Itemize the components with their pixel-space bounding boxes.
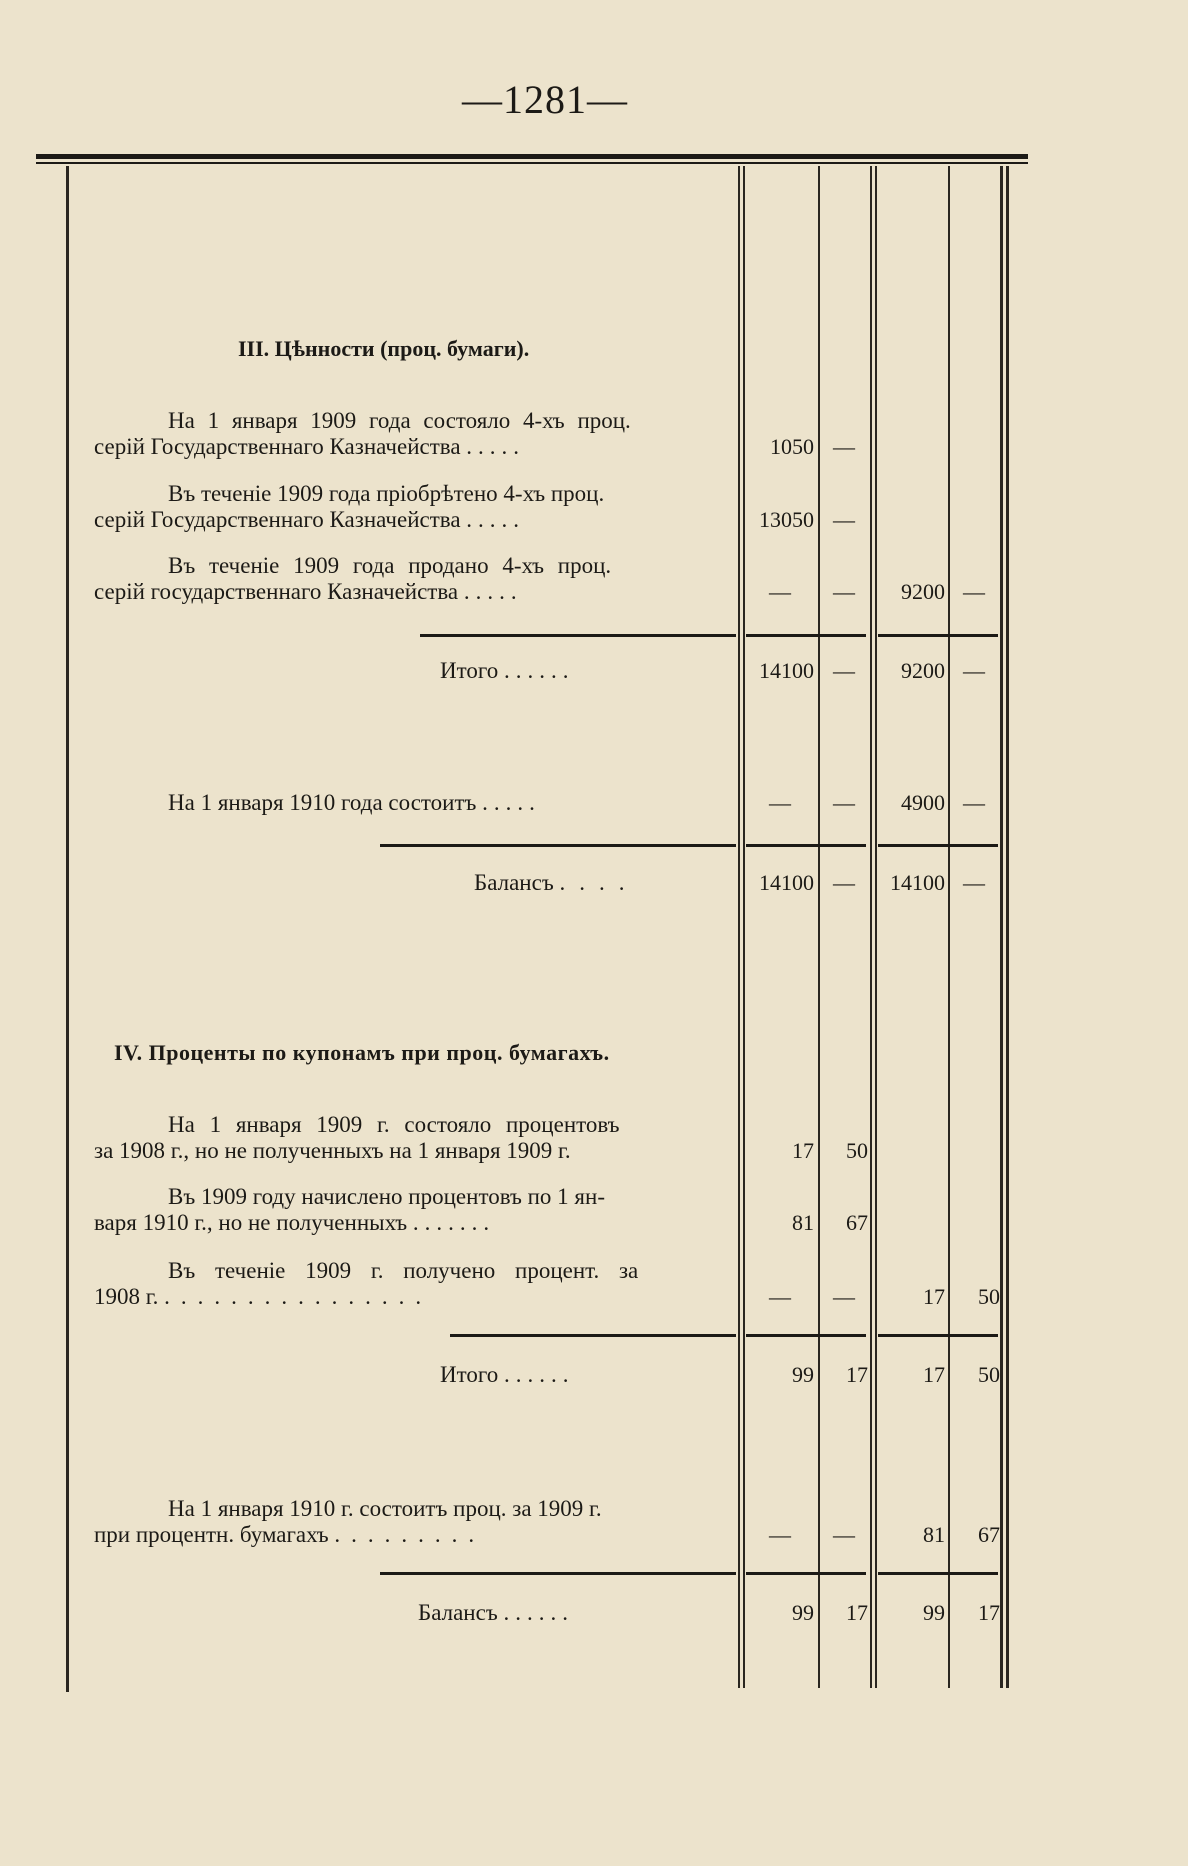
column-rule-a-mid: [818, 166, 820, 1688]
right-border-rule: [1000, 166, 1003, 1688]
s3-row3-line2: серій государственнаго Казначейства .....: [94, 579, 523, 604]
s3-total-credit-rub: 9200: [901, 658, 945, 683]
s3-balance-amount-rub: 14100: [759, 870, 814, 895]
s3-balance-label: Балансъ ....: [474, 870, 639, 895]
s4-balance-amount-kop: 17: [846, 1600, 868, 1625]
s3-row3-line1: Въ теченіе 1909 года продано 4-хъ проц.: [168, 553, 612, 578]
s4-row2-amount-rub: 81: [792, 1210, 814, 1235]
section-3-title: III. Цѣнности (проц. бумаги).: [238, 336, 530, 361]
s4-balance-credit-rub: 99: [923, 1600, 945, 1625]
s3-balance-rule-text: [380, 844, 736, 847]
s3-balance-amount-kop: —: [833, 870, 855, 895]
s4-balance-amount-rub: 99: [792, 1600, 814, 1625]
s3-row2-line1: Въ теченіе 1909 года пріобрѣтено 4-хъ проц.: [168, 481, 605, 506]
s3-balance-row-amount-kop: —: [833, 790, 855, 815]
s4-balance-row-amount-rub: —: [769, 1522, 791, 1547]
s3-total-amount-kop: —: [833, 658, 855, 683]
s3-row1-amount-kop: —: [833, 434, 855, 459]
s3-balance-credit-rub: 14100: [890, 870, 945, 895]
s4-balance-rule-text: [380, 1572, 736, 1575]
s3-row1-line1: На 1 января 1909 года состояло 4-хъ проц.: [168, 408, 631, 433]
s3-total-rule-text: [420, 634, 736, 637]
s3-balance-row-amount-rub: —: [769, 790, 791, 815]
s3-row1-amount-rub: 1050: [770, 434, 814, 459]
s4-total-rule-text: [450, 1334, 736, 1337]
s3-balance-row-credit-rub: 4900: [901, 790, 945, 815]
column-rule-a-left-2: [743, 166, 745, 1688]
s4-total-rule-a: [746, 1334, 866, 1337]
top-rule-thin: [36, 162, 1028, 164]
s3-balance-rule-b: [878, 844, 998, 847]
s3-balance-credit-kop: —: [963, 870, 985, 895]
s3-balance-row-label: На 1 января 1910 года состоитъ .....: [168, 790, 541, 815]
s4-balance-rule-a: [746, 1572, 866, 1575]
s4-row3-credit-kop: 50: [978, 1284, 1000, 1309]
s4-total-amount-rub: 99: [792, 1362, 814, 1387]
s4-total-credit-kop: 50: [978, 1362, 1000, 1387]
left-border-rule: [66, 166, 69, 1692]
s3-row1-line2: серій Государственнаго Казначейства .....: [94, 434, 526, 459]
s4-row1-amount-rub: 17: [792, 1138, 814, 1163]
s4-row1-amount-kop: 50: [846, 1138, 868, 1163]
s4-row2-line2: варя 1910 г., но не полученныхъ .......: [94, 1210, 496, 1235]
section-4-title: IV. Проценты по купонамъ при проц. бумагахъ.: [114, 1040, 610, 1065]
s4-balance-row-amount-kop: —: [833, 1522, 855, 1547]
right-border-rule-2: [1006, 166, 1009, 1688]
s4-row1-line2: за 1908 г., но не полученныхъ на 1 января 1909 г.: [94, 1138, 571, 1163]
s4-balance-credit-kop: 17: [978, 1600, 1000, 1625]
s4-total-rule-b: [878, 1334, 998, 1337]
column-rule-b-mid: [948, 166, 950, 1688]
page-number: —1281—: [462, 77, 628, 122]
s3-balance-rule-a: [746, 844, 866, 847]
s4-row3-amount-kop: —: [833, 1284, 855, 1309]
s3-total-credit-kop: —: [963, 658, 985, 683]
s4-row2-line1: Въ 1909 году начислено процентовъ по 1 ян-: [168, 1184, 605, 1209]
s4-total-credit-rub: 17: [923, 1362, 945, 1387]
s3-total-rule-b: [878, 634, 998, 637]
column-rule-a-left: [738, 166, 740, 1688]
s3-total-rule-a: [746, 634, 866, 637]
s3-row2-line2: серій Государственнаго Казначейства .....: [94, 507, 526, 532]
s3-total-amount-rub: 14100: [759, 658, 814, 683]
s4-balance-row-credit-rub: 81: [923, 1522, 945, 1547]
s4-row3-line1: Въ теченіе 1909 г. получено процент. за: [168, 1258, 639, 1283]
s4-balance-row-line2: при процентн. бумагахъ .........: [94, 1522, 486, 1547]
s4-total-amount-kop: 17: [846, 1362, 868, 1387]
s4-row3-credit-rub: 17: [923, 1284, 945, 1309]
s4-row2-amount-kop: 67: [846, 1210, 868, 1235]
s3-row2-amount-kop: —: [833, 507, 855, 532]
s3-row3-amount-kop: —: [833, 579, 855, 604]
s4-balance-label: Балансъ ......: [418, 1600, 574, 1625]
s3-row2-amount-rub: 13050: [759, 507, 814, 532]
s4-balance-row-line1: На 1 января 1910 г. состоитъ проц. за 1909 г.: [168, 1496, 602, 1521]
s3-row3-credit-rub: 9200: [901, 579, 945, 604]
s4-row1-line1: На 1 января 1909 г. состояло процентовъ: [168, 1112, 620, 1137]
s3-row3-amount-rub: —: [769, 579, 791, 604]
s4-balance-row-credit-kop: 67: [978, 1522, 1000, 1547]
column-rule-b-left: [870, 166, 872, 1688]
column-rule-b-left-2: [875, 166, 877, 1688]
s3-balance-row-credit-kop: —: [963, 790, 985, 815]
s3-row3-credit-kop: —: [963, 579, 985, 604]
s4-row3-amount-rub: —: [769, 1284, 791, 1309]
s3-total-label: Итого ......: [440, 658, 575, 683]
s4-row3-line2: 1908 г. ................: [94, 1284, 433, 1309]
s4-balance-rule-b: [878, 1572, 998, 1575]
top-rule-thick: [36, 154, 1028, 159]
s4-total-label: Итого ......: [440, 1362, 575, 1387]
